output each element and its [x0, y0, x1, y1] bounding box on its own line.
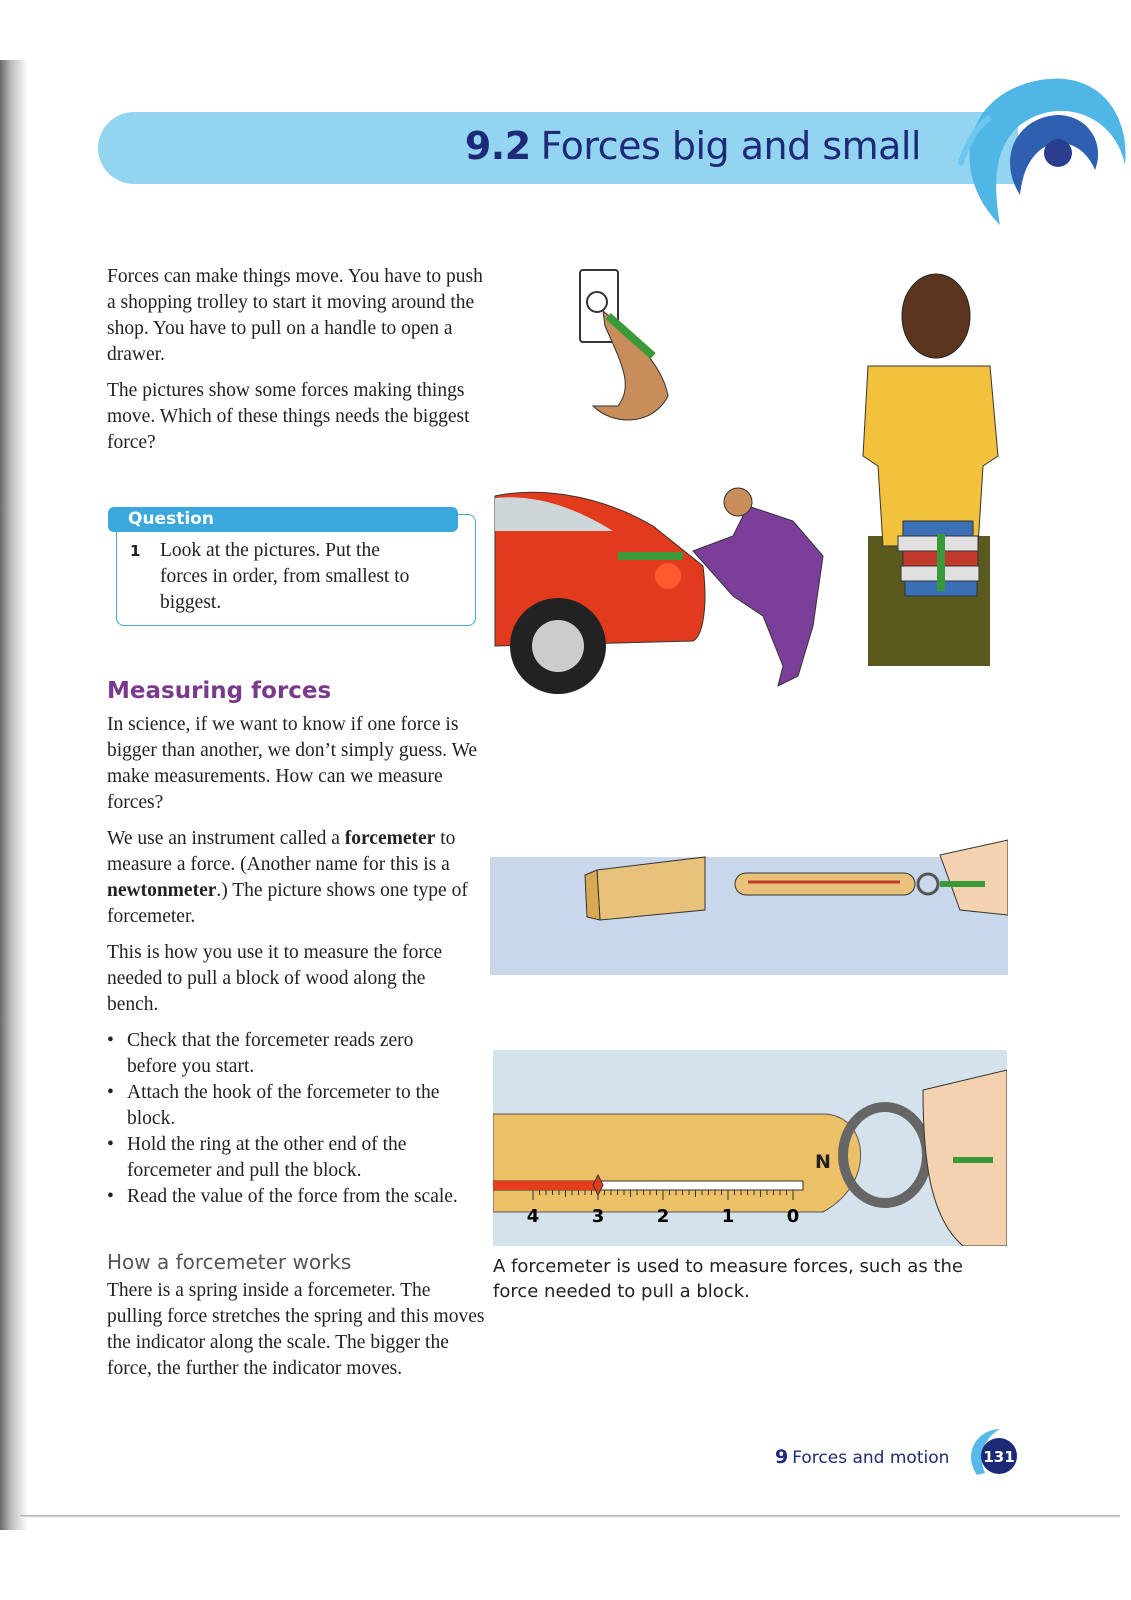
scale-label: 0	[786, 1206, 800, 1227]
scale-label: 2	[656, 1206, 670, 1227]
page-number-badge	[965, 1425, 1025, 1485]
paragraph: This is how you use it to measure the force needed to pull a block of wood along the bench.	[107, 942, 443, 1015]
list-item: • Hold the ring at the other end of the forcemeter and pull the block.	[107, 1132, 467, 1184]
paragraph: There is a spring inside a forcemeter. The pulling force stretches the spring and this moves the indicator along the scale. The bigger the force, the further the indicator moves.	[107, 1280, 485, 1379]
intro-paragraph: The pictures show some forces making things move. Which of these things needs the biggest force?	[107, 380, 470, 453]
forcemeter-scale-closeup	[493, 1050, 1007, 1246]
footer-chapter	[775, 1446, 949, 1468]
forces-illustration	[493, 266, 1008, 698]
figure-caption: A forcemeter is used to measure forces, such as the force needed to pull a block.	[493, 1256, 963, 1302]
question-text: Look at the pictures. Put the forces in order, from smallest to biggest.	[160, 540, 410, 613]
list-item: • Read the value of the force from the scale.	[107, 1184, 467, 1210]
chapter-title: Forces and motion	[792, 1448, 950, 1468]
page-number: 131	[983, 1448, 1015, 1466]
question-number: 1	[130, 542, 141, 560]
scale-label: 3	[591, 1206, 605, 1227]
intro-text	[107, 264, 487, 466]
scale-label: 1	[721, 1206, 735, 1227]
scale-label: 4	[526, 1206, 540, 1227]
forcemeter-block-illustration	[490, 835, 1008, 975]
how-text	[107, 1278, 487, 1392]
text: We use an instrument called a	[107, 828, 345, 849]
car-push	[495, 488, 823, 694]
text: to measure a force. (Another name for this is a	[107, 828, 456, 875]
question-label: Question	[108, 507, 458, 532]
indicator-fill	[493, 1181, 598, 1190]
section-number: 9.2	[464, 124, 531, 168]
paragraph: In science, if we want to know if one force is bigger than another, we don’t simply guess. We make measurements. How can we measure forces?	[107, 714, 478, 813]
intro-paragraph: Forces can make things move. You have to push a shopping trolley to start it moving around the shop. You have to pull on a handle to open a drawer.	[107, 266, 483, 365]
paragraph	[107, 826, 492, 930]
page-title	[465, 124, 921, 168]
term-forcemeter: forcemeter	[344, 828, 436, 849]
question-item	[132, 538, 432, 616]
list-item: • Check that the forcemeter reads zero before you start.	[107, 1028, 467, 1080]
term-newtonmeter: newtonmeter	[107, 880, 217, 901]
text: .) The picture shows one type of forcemeter.	[107, 880, 468, 927]
man-lifting-books	[863, 274, 998, 666]
how-forcemeter-works-heading: How a forcemeter works	[107, 1250, 352, 1274]
page-edge	[20, 1515, 1120, 1518]
measuring-forces-heading: Measuring forces	[107, 678, 332, 704]
page-binding-shadow	[0, 60, 28, 1530]
measuring-text	[107, 712, 487, 1210]
finger-pressing-button	[580, 270, 668, 420]
chapter-number: 9	[775, 1446, 789, 1468]
list-item: • Attach the hook of the forcemeter to the block.	[107, 1080, 467, 1132]
swirl-logo-icon	[940, 55, 1130, 245]
steps-list	[107, 1028, 467, 1210]
unit-label: N	[815, 1151, 831, 1173]
section-title: Forces big and small	[540, 124, 921, 168]
